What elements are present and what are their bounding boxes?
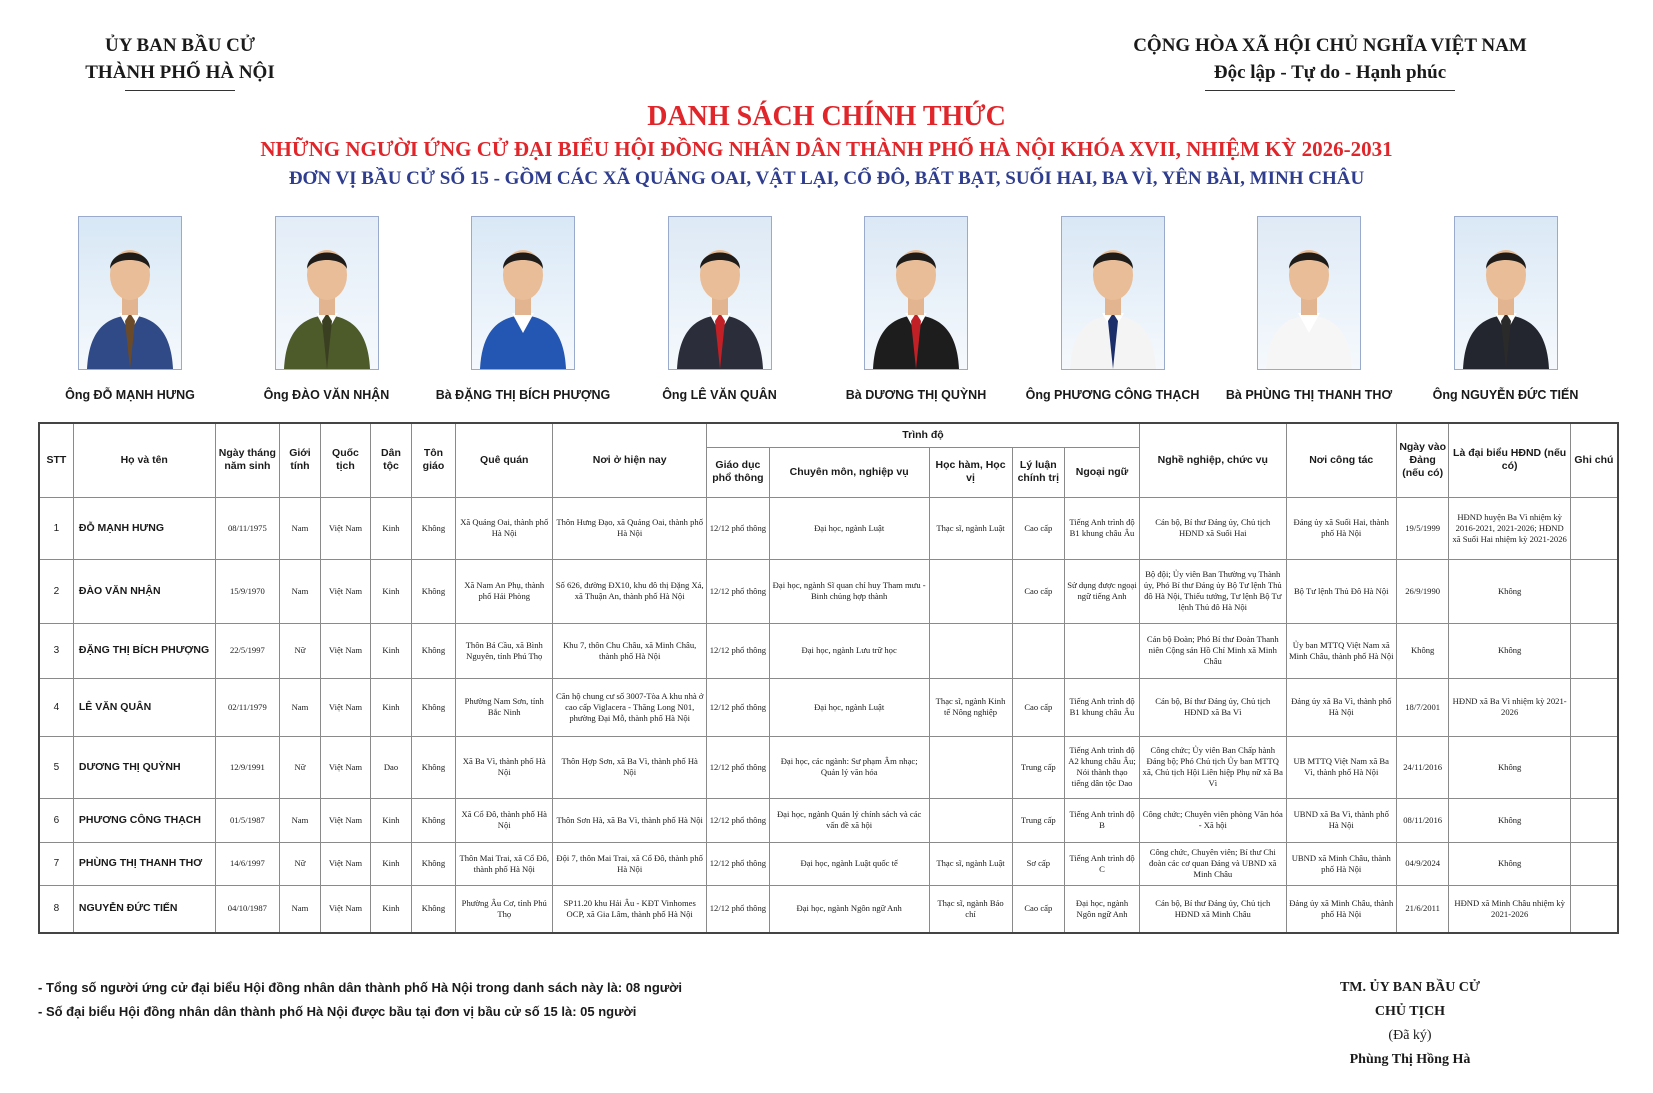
issuer-header [60, 32, 300, 91]
cell-language: Tiếng Anh trình độ A2 khung châu Âu; Nói thành thạo tiếng dân tộc Dao [1065, 736, 1140, 798]
cell-ethnicity: Kinh [371, 678, 411, 736]
cell-stt: 6 [39, 798, 73, 842]
cell-dob: 15/9/1970 [215, 559, 280, 623]
cell-stt: 2 [39, 559, 73, 623]
cell-general-edu: 12/12 phổ thông [707, 736, 770, 798]
cell-specialty: Đại học, ngành Luật quốc tế [769, 842, 929, 885]
candidate-portrait [78, 216, 182, 370]
candidate-card [1209, 216, 1409, 402]
candidate-portrait [471, 216, 575, 370]
header-ethnicity: Dân tộc [371, 423, 411, 497]
cell-ethnicity: Kinh [371, 798, 411, 842]
cell-name: PHƯƠNG CÔNG THẠCH [73, 798, 215, 842]
header-stt: STT [39, 423, 73, 497]
cell-language [1065, 623, 1140, 678]
cell-workplace: UBND xã Ba Vì, thành phố Hà Nội [1286, 798, 1396, 842]
cell-dob: 04/10/1987 [215, 885, 280, 933]
cell-nationality: Việt Nam [320, 497, 371, 559]
cell-residence: Số 626, đường ĐX10, khu đô thị Đặng Xá, xã Thuận An, thành phố Hà Nội [553, 559, 707, 623]
cell-workplace: Đảng ủy xã Suối Hai, thành phố Hà Nội [1286, 497, 1396, 559]
cell-language: Tiếng Anh trình độ B1 khung châu Âu [1065, 678, 1140, 736]
cell-religion: Không [411, 736, 456, 798]
cell-delegate: HĐND xã Ba Vì nhiệm kỳ 2021-2026 [1449, 678, 1570, 736]
candidate-portrait [864, 216, 968, 370]
cell-language: Tiếng Anh trình độ B1 khung châu Âu [1065, 497, 1140, 559]
header-level: Trình độ [707, 423, 1140, 447]
cell-residence: Đội 7, thôn Mai Trai, xã Cổ Đô, thành phố Hà Nội [553, 842, 707, 885]
cell-degree [929, 623, 1012, 678]
issuer-line2: THÀNH PHỐ HÀ NỘI [85, 62, 275, 83]
cell-delegate: Không [1449, 559, 1570, 623]
cell-dob: 01/5/1987 [215, 798, 280, 842]
cell-note [1570, 736, 1618, 798]
cell-occupation: Công chức, Chuyên viên; Bí thư Chi đoàn các cơ quan Đảng và UBND xã Minh Châu [1139, 842, 1286, 885]
cell-occupation: Cán bộ Đoàn; Phó Bí thư Đoàn Thanh niên Cộng sản Hồ Chí Minh xã Minh Châu [1139, 623, 1286, 678]
cell-workplace: UBND xã Minh Châu, thành phố Hà Nội [1286, 842, 1396, 885]
cell-political [1012, 623, 1065, 678]
cell-occupation: Cán bộ, Bí thư Đảng ủy, Chủ tịch HĐND xã Ba Vì [1139, 678, 1286, 736]
cell-religion: Không [411, 885, 456, 933]
cell-religion: Không [411, 842, 456, 885]
document-title: DANH SÁCH CHÍNH THỨC [647, 101, 1006, 132]
cell-gender: Nam [280, 798, 320, 842]
cell-gender: Nam [280, 885, 320, 933]
header-nationality: Quốc tịch [320, 423, 371, 497]
cell-gender: Nữ [280, 736, 320, 798]
cell-stt: 8 [39, 885, 73, 933]
cell-stt: 4 [39, 678, 73, 736]
cell-hometown: Phường Âu Cơ, tỉnh Phú Thọ [456, 885, 553, 933]
cell-hometown: Phường Nam Sơn, tỉnh Bắc Ninh [456, 678, 553, 736]
cell-hometown: Xã Cổ Đô, thành phố Hà Nội [456, 798, 553, 842]
header-degree: Học hàm, Học vị [929, 447, 1012, 497]
cell-religion: Không [411, 798, 456, 842]
cell-ethnicity: Dao [371, 736, 411, 798]
cell-political: Trung cấp [1012, 736, 1065, 798]
cell-party-date: 19/5/1999 [1396, 497, 1449, 559]
candidate-card [620, 216, 820, 402]
cell-general-edu: 12/12 phổ thông [707, 497, 770, 559]
candidate-card [30, 216, 230, 402]
table-row [39, 885, 1618, 933]
header-religion: Tôn giáo [411, 423, 456, 497]
cell-workplace: Ủy ban MTTQ Việt Nam xã Minh Châu, thành phố Hà Nội [1286, 623, 1396, 678]
cell-party-date: Không [1396, 623, 1449, 678]
cell-political: Sơ cấp [1012, 842, 1065, 885]
cell-party-date: 21/6/2011 [1396, 885, 1449, 933]
cell-delegate: HĐND xã Minh Châu nhiệm kỳ 2021-2026 [1449, 885, 1570, 933]
cell-stt: 3 [39, 623, 73, 678]
cell-degree [929, 559, 1012, 623]
cell-party-date: 04/9/2024 [1396, 842, 1449, 885]
cell-name: LÊ VĂN QUÂN [73, 678, 215, 736]
cell-ethnicity: Kinh [371, 885, 411, 933]
cell-note [1570, 842, 1618, 885]
candidate-caption: Ông LÊ VĂN QUÂN [662, 388, 777, 402]
header-gender: Giới tính [280, 423, 320, 497]
cell-nationality: Việt Nam [320, 559, 371, 623]
cell-religion: Không [411, 678, 456, 736]
cell-language: Tiếng Anh trình độ B [1065, 798, 1140, 842]
cell-specialty: Đại học, ngành Luật [769, 678, 929, 736]
candidate-portrait [1454, 216, 1558, 370]
candidate-portrait [668, 216, 772, 370]
cell-name: ĐÀO VĂN NHẬN [73, 559, 215, 623]
table-row [39, 623, 1618, 678]
candidate-caption: Ông NGUYỄN ĐỨC TIẾN [1432, 388, 1579, 402]
cell-stt: 1 [39, 497, 73, 559]
cell-workplace: Bộ Tư lệnh Thủ Đô Hà Nội [1286, 559, 1396, 623]
cell-note [1570, 497, 1618, 559]
cell-gender: Nữ [280, 842, 320, 885]
cell-dob: 22/5/1997 [215, 623, 280, 678]
cell-hometown: Xã Quảng Oai, thành phố Hà Nội [456, 497, 553, 559]
cell-religion: Không [411, 559, 456, 623]
cell-nationality: Việt Nam [320, 842, 371, 885]
cell-name: ĐẶNG THỊ BÍCH PHƯỢNG [73, 623, 215, 678]
cell-dob: 02/11/1979 [215, 678, 280, 736]
candidate-card [1013, 216, 1213, 402]
cell-political: Cao cấp [1012, 559, 1065, 623]
cell-gender: Nữ [280, 623, 320, 678]
cell-residence: Thôn Hợp Sơn, xã Ba Vì, thành phố Hà Nội [553, 736, 707, 798]
signature-title: CHỦ TỊCH [1374, 1004, 1446, 1019]
cell-degree [929, 798, 1012, 842]
cell-occupation: Công chức; Ủy viên Ban Chấp hành Đảng bộ; Phó Chủ tịch Ủy ban MTTQ xã, Chủ tịch Hội Liên hiệp Phụ nữ xã Ba Vì [1139, 736, 1286, 798]
cell-general-edu: 12/12 phổ thông [707, 885, 770, 933]
cell-delegate: HĐND huyện Ba Vì nhiệm kỳ 2016-2021, 2021-2026; HĐND xã Suối Hai nhiệm kỳ 2021-2026 [1449, 497, 1570, 559]
cell-delegate: Không [1449, 798, 1570, 842]
cell-party-date: 18/7/2001 [1396, 678, 1449, 736]
candidate-caption: Bà PHÙNG THỊ THANH THƠ [1225, 388, 1393, 402]
cell-workplace: Đảng ủy xã Minh Châu, thành phố Hà Nội [1286, 885, 1396, 933]
cell-gender: Nam [280, 559, 320, 623]
cell-hometown: Xã Nam An Phụ, thành phố Hải Phòng [456, 559, 553, 623]
cell-specialty: Đại học, ngành Ngôn ngữ Anh [769, 885, 929, 933]
header-delegate: Là đại biểu HĐND (nếu có) [1449, 423, 1570, 497]
candidate-card [1406, 216, 1606, 402]
cell-degree: Thạc sĩ, ngành Luật [929, 497, 1012, 559]
cell-nationality: Việt Nam [320, 885, 371, 933]
table-row [39, 497, 1618, 559]
cell-general-edu: 12/12 phổ thông [707, 559, 770, 623]
cell-stt: 7 [39, 842, 73, 885]
cell-note [1570, 678, 1618, 736]
cell-general-edu: 12/12 phổ thông [707, 842, 770, 885]
cell-religion: Không [411, 623, 456, 678]
candidate-caption: Ông ĐÀO VĂN NHẬN [263, 388, 390, 402]
cell-occupation: Cán bộ, Bí thư Đảng ủy, Chủ tịch HĐND xã Minh Châu [1139, 885, 1286, 933]
cell-general-edu: 12/12 phổ thông [707, 798, 770, 842]
cell-dob: 14/6/1997 [215, 842, 280, 885]
header-occupation: Nghề nghiệp, chức vụ [1139, 423, 1286, 497]
cell-political: Cao cấp [1012, 497, 1065, 559]
table-row [39, 842, 1618, 885]
note-total-candidates: - Tổng số người ứng cử đại biểu Hội đồng nhân dân thành phố Hà Nội trong danh sách này là: 08 người [38, 980, 683, 995]
cell-residence: SP11.20 khu Hải Âu - KĐT Vinhomes OCP, xã Gia Lâm, thành phố Hà Nội [553, 885, 707, 933]
table-row [39, 736, 1618, 798]
cell-nationality: Việt Nam [320, 623, 371, 678]
cell-ethnicity: Kinh [371, 559, 411, 623]
cell-note [1570, 798, 1618, 842]
electoral-unit: ĐƠN VỊ BẦU CỬ SỐ 15 - GỒM CÁC XÃ QUẢNG OAI, VẬT LẠI, CỔ ĐÔ, BẤT BẠT, SUỐI HAI, BA VÌ, YÊN BÀI, MINH CHÂU [288, 168, 1365, 189]
cell-language: Đại học, ngành Ngôn ngữ Anh [1065, 885, 1140, 933]
cell-general-edu: 12/12 phổ thông [707, 678, 770, 736]
cell-language: Sử dụng được ngoại ngữ tiếng Anh [1065, 559, 1140, 623]
document-subtitle: NHỮNG NGƯỜI ỨNG CỬ ĐẠI BIỂU HỘI ĐỒNG NHÂN DÂN THÀNH PHỐ HÀ NỘI KHÓA XVII, NHIỆM KỲ 2026-2031 [260, 137, 1393, 161]
summary-notes [38, 976, 682, 1024]
issuer-line1: ỦY BAN BẦU CỬ [104, 35, 256, 56]
cell-ethnicity: Kinh [371, 623, 411, 678]
cell-delegate: Không [1449, 842, 1570, 885]
candidate-portrait [1061, 216, 1165, 370]
cell-dob: 08/11/1975 [215, 497, 280, 559]
document-titles [0, 100, 1653, 194]
cell-ethnicity: Kinh [371, 842, 411, 885]
cell-political: Trung cấp [1012, 798, 1065, 842]
cell-occupation: Bộ đội; Ủy viên Ban Thường vụ Thành ủy, Phó Bí thư Đảng ủy Bộ Tư lệnh Thủ đô Hà Nội, Thiếu tướng, Tư lệnh Bộ Tư lệnh Thủ đô Hà Nội [1139, 559, 1286, 623]
candidate-caption: Bà DƯƠNG THỊ QUỲNH [845, 388, 987, 402]
signature-block [1260, 976, 1560, 1072]
header-specialty: Chuyên môn, nghiệp vụ [769, 447, 929, 497]
motto-underline [1205, 90, 1455, 91]
candidate-table [38, 422, 1619, 934]
cell-delegate: Không [1449, 736, 1570, 798]
cell-delegate: Không [1449, 623, 1570, 678]
cell-note [1570, 885, 1618, 933]
note-seats: - Số đại biểu Hội đồng nhân dân thành phố Hà Nội được bầu tại đơn vị bầu cử số 15 là: 05 người [38, 1004, 637, 1019]
table-row [39, 798, 1618, 842]
cell-note [1570, 559, 1618, 623]
cell-residence: Căn hộ chung cư số 3007-Tòa A khu nhà ở cao cấp Viglacera - Thăng Long N01, phường Đại Mỗ, thành phố Hà Nội [553, 678, 707, 736]
cell-residence: Thôn Sơn Hà, xã Ba Vì, thành phố Hà Nội [553, 798, 707, 842]
cell-degree: Thạc sĩ, ngành Luật [929, 842, 1012, 885]
cell-workplace: Đảng ủy xã Ba Vì, thành phố Hà Nội [1286, 678, 1396, 736]
header-dob: Ngày tháng năm sinh [215, 423, 280, 497]
candidate-portrait [275, 216, 379, 370]
candidate-caption: Bà ĐẶNG THỊ BÍCH PHƯỢNG [435, 388, 611, 402]
cell-general-edu: 12/12 phổ thông [707, 623, 770, 678]
cell-stt: 5 [39, 736, 73, 798]
cell-occupation: Công chức; Chuyên viên phòng Văn hóa - Xã hội [1139, 798, 1286, 842]
candidate-card [227, 216, 427, 402]
candidate-portrait [1257, 216, 1361, 370]
header-name: Họ và tên [73, 423, 215, 497]
candidate-card [816, 216, 1016, 402]
national-motto [1105, 32, 1555, 91]
cell-dob: 12/9/1991 [215, 736, 280, 798]
cell-residence: Khu 7, thôn Chu Châu, xã Minh Châu, thành phố Hà Nội [553, 623, 707, 678]
cell-degree: Thạc sĩ, ngành Kinh tế Nông nghiệp [929, 678, 1012, 736]
cell-ethnicity: Kinh [371, 497, 411, 559]
cell-name: DƯƠNG THỊ QUỲNH [73, 736, 215, 798]
table-row [39, 559, 1618, 623]
signature-org: TM. ỦY BAN BẦU CỬ [1339, 980, 1481, 995]
cell-specialty: Đại học, ngành Quản lý chính sách và các vấn đề xã hội [769, 798, 929, 842]
header-party-date: Ngày vào Đảng (nếu có) [1396, 423, 1449, 497]
cell-language: Tiếng Anh trình độ C [1065, 842, 1140, 885]
cell-workplace: UB MTTQ Việt Nam xã Ba Vì, thành phố Hà Nội [1286, 736, 1396, 798]
issuer-underline [125, 90, 235, 91]
table-row [39, 678, 1618, 736]
header-residence: Nơi ở hiện nay [553, 423, 707, 497]
cell-residence: Thôn Hưng Đạo, xã Quảng Oai, thành phố Hà Nội [553, 497, 707, 559]
cell-specialty: Đại học, ngành Luật [769, 497, 929, 559]
candidate-caption: Ông ĐỖ MẠNH HƯNG [65, 388, 195, 402]
cell-party-date: 24/11/2016 [1396, 736, 1449, 798]
header-hometown: Quê quán [456, 423, 553, 497]
cell-degree [929, 736, 1012, 798]
cell-hometown: Thôn Mai Trai, xã Cổ Đô, thành phố Hà Nội [456, 842, 553, 885]
cell-party-date: 26/9/1990 [1396, 559, 1449, 623]
signature-name: Phùng Thị Hồng Hà [1349, 1052, 1471, 1067]
cell-religion: Không [411, 497, 456, 559]
cell-nationality: Việt Nam [320, 736, 371, 798]
cell-occupation: Cán bộ, Bí thư Đảng ủy, Chủ tịch HĐND xã Suối Hai [1139, 497, 1286, 559]
cell-specialty: Đại học, ngành Sĩ quan chỉ huy Tham mưu - Binh chủng hợp thành [769, 559, 929, 623]
header-political: Lý luận chính trị [1012, 447, 1065, 497]
candidate-caption: Ông PHƯƠNG CÔNG THẠCH [1025, 388, 1200, 402]
candidate-photos [30, 216, 1630, 406]
header-workplace: Nơi công tác [1286, 423, 1396, 497]
motto-line2: Độc lập - Tự do - Hạnh phúc [1213, 62, 1447, 83]
cell-nationality: Việt Nam [320, 798, 371, 842]
motto-line1: CỘNG HÒA XÃ HỘI CHỦ NGHĨA VIỆT NAM [1133, 35, 1527, 56]
candidate-card [423, 216, 623, 402]
cell-name: NGUYỄN ĐỨC TIẾN [73, 885, 215, 933]
cell-gender: Nam [280, 678, 320, 736]
cell-political: Cao cấp [1012, 885, 1065, 933]
cell-hometown: Xã Ba Vì, thành phố Hà Nội [456, 736, 553, 798]
cell-nationality: Việt Nam [320, 678, 371, 736]
header-general-edu: Giáo dục phổ thông [707, 447, 770, 497]
signature-signed-note: (Đã ký) [1388, 1028, 1432, 1043]
cell-hometown: Thôn Bá Cầu, xã Bình Nguyên, tỉnh Phú Thọ [456, 623, 553, 678]
header-language: Ngoại ngữ [1065, 447, 1140, 497]
cell-gender: Nam [280, 497, 320, 559]
cell-degree: Thạc sĩ, ngành Báo chí [929, 885, 1012, 933]
cell-specialty: Đại học, các ngành: Sư phạm Âm nhạc; Quản lý văn hóa [769, 736, 929, 798]
header-note: Ghi chú [1570, 423, 1618, 497]
cell-name: PHÙNG THỊ THANH THƠ [73, 842, 215, 885]
cell-political: Cao cấp [1012, 678, 1065, 736]
cell-name: ĐỖ MẠNH HƯNG [73, 497, 215, 559]
cell-note [1570, 623, 1618, 678]
cell-specialty: Đại học, ngành Lưu trữ học [769, 623, 929, 678]
cell-party-date: 08/11/2016 [1396, 798, 1449, 842]
